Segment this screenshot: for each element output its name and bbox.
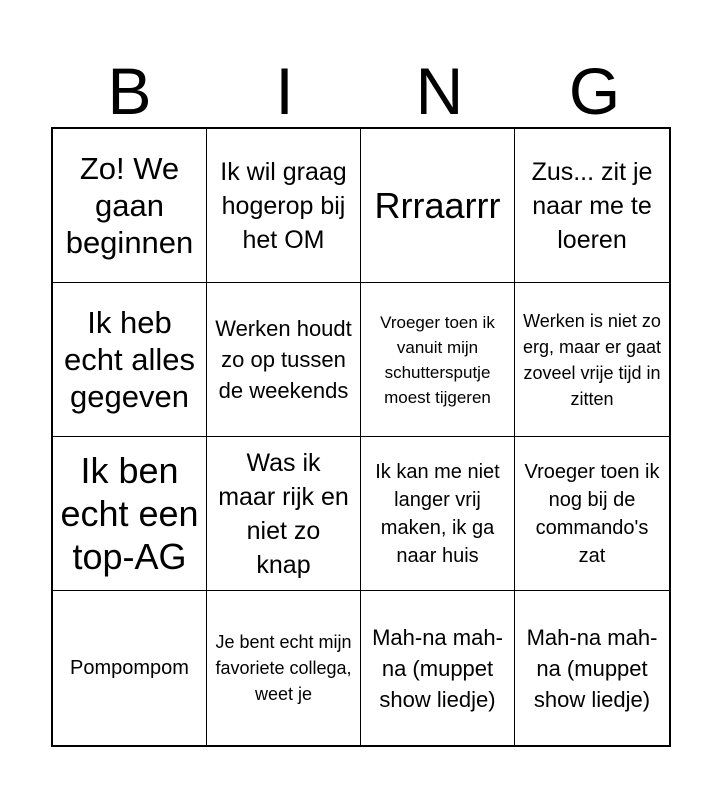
bingo-cell[interactable] (515, 283, 669, 437)
header-letter-n: N (415, 54, 464, 128)
bingo-cell-text: Rrraarrr (374, 185, 501, 226)
bingo-cell-text: Was ik maar rijk en niet zo knap (218, 448, 349, 579)
bingo-cell[interactable] (207, 437, 361, 591)
bingo-cell[interactable] (361, 591, 515, 745)
bingo-cell-text: Je bent echt mijn favoriete collega, weet je (215, 632, 352, 704)
bingo-cell[interactable] (53, 437, 207, 591)
bingo-cell-text: Ik heb echt alles gegeven (64, 305, 195, 414)
bingo-cell[interactable] (207, 283, 361, 437)
header-letter-g: G (568, 54, 621, 128)
bingo-cell[interactable] (361, 437, 515, 591)
bingo-cell-text: Pompompom (70, 657, 189, 679)
header-letter-i: I (275, 54, 294, 128)
bingo-cell[interactable] (53, 591, 207, 745)
bingo-cell[interactable] (53, 283, 207, 437)
bingo-cell-text: Zo! We gaan beginnen (65, 151, 194, 260)
bingo-cell-text: Vroeger toen ik vanuit mijn schuttersputje moest tijgeren (380, 312, 495, 407)
bingo-cell[interactable] (207, 129, 361, 283)
bingo-cell-text: Ik wil graag hogerop bij het OM (220, 157, 347, 254)
bingo-cell[interactable] (515, 129, 669, 283)
bingo-cell-text: Ik kan me niet langer vrij maken, ik ga naar huis (375, 460, 500, 567)
bingo-cell[interactable] (207, 591, 361, 745)
bingo-cell-text: Mah-na mah-na (muppet show liedje) (372, 624, 503, 712)
bingo-header (52, 50, 672, 128)
bingo-cell[interactable] (53, 129, 207, 283)
bingo-cell-text: Werken is niet zo erg, maar er gaat zoveel vrije tijd in zitten (522, 310, 662, 409)
bingo-cell[interactable] (361, 129, 515, 283)
bingo-cell-text: Vroeger toen ik nog bij de commando's zat (524, 460, 660, 567)
bingo-cell[interactable] (515, 437, 669, 591)
bingo-cell-text: Werken houdt zo op tussen de weekends (215, 316, 352, 403)
bingo-grid (51, 127, 671, 747)
bingo-cell[interactable] (361, 283, 515, 437)
header-letter-b: B (107, 54, 152, 128)
bingo-cell-text: Ik ben echt een top-AG (60, 450, 199, 577)
bingo-cell-text: Zus... zit je naar me te loeren (531, 157, 653, 254)
bingo-cell[interactable] (515, 591, 669, 745)
bingo-cell-text: Mah-na mah-na (muppet show liedje) (526, 624, 658, 712)
